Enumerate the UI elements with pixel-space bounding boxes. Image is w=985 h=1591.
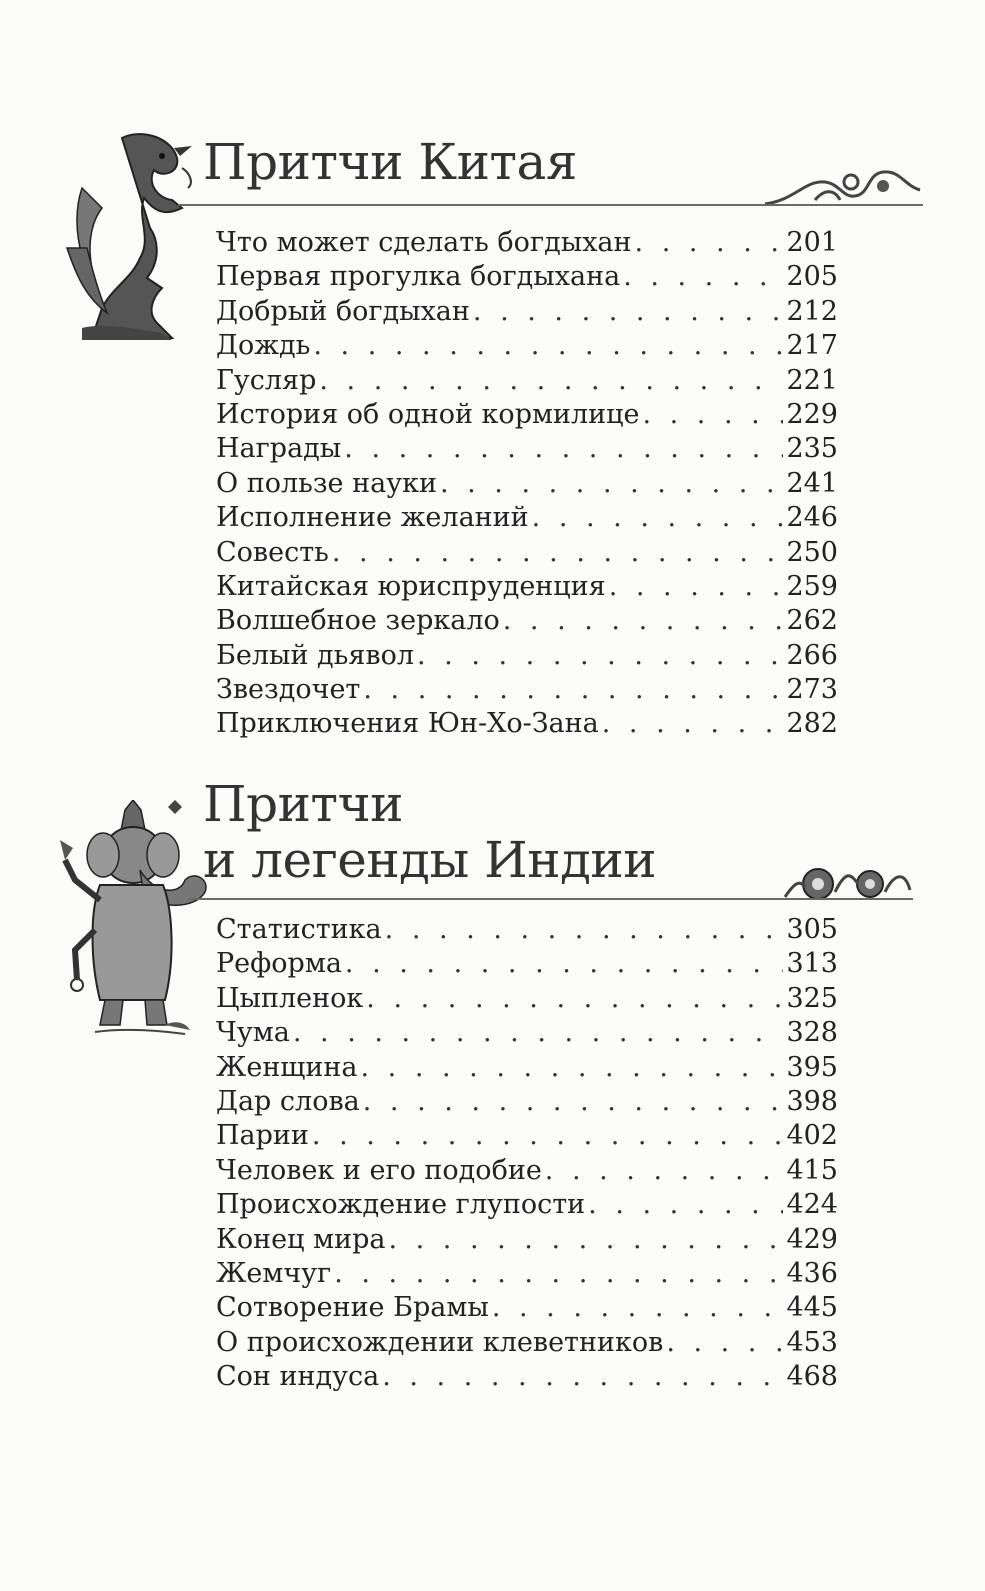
toc-entry[interactable] <box>216 982 838 1016</box>
dot-leader <box>312 1119 784 1153</box>
toc-entry-title: Белый дьявол <box>216 639 415 671</box>
dot-leader <box>334 1257 783 1291</box>
dot-leader <box>532 501 784 535</box>
toc-entry[interactable] <box>216 467 838 501</box>
toc-entry-title: Первая прогулка богдыхана <box>216 261 621 293</box>
toc-entry-page: 266 <box>786 639 838 671</box>
dot-leader <box>385 913 784 947</box>
toc-entry-title: Конец мира <box>216 1223 386 1255</box>
toc-entry-page: 453 <box>786 1326 838 1358</box>
toc-entry-page: 436 <box>786 1257 838 1289</box>
toc-entry-title: Цыпленок <box>216 982 364 1014</box>
dot-leader <box>388 1223 783 1257</box>
diamond-bullet-icon <box>168 800 182 814</box>
toc-entry-title: Реформа <box>216 948 342 980</box>
toc-entry-page: 250 <box>786 536 838 568</box>
dot-leader <box>503 604 784 638</box>
toc-entry-page: 398 <box>786 1085 838 1117</box>
toc-entry-page: 415 <box>786 1154 838 1186</box>
section-rule-china <box>178 204 923 206</box>
toc-entry[interactable] <box>216 536 838 570</box>
toc-entry-title: Добрый богдыхан <box>216 295 470 327</box>
toc-entry-title: Парии <box>216 1120 309 1152</box>
dot-leader <box>492 1291 784 1325</box>
toc-list-china <box>216 226 838 742</box>
toc-entry-title: О происхождении клеветников <box>216 1326 664 1358</box>
toc-entry-title: Сотворение Брамы <box>216 1292 489 1324</box>
toc-entry[interactable] <box>216 501 838 535</box>
toc-entry-title: Гусляр <box>216 364 317 396</box>
toc-entry-page: 259 <box>786 570 838 602</box>
toc-entry[interactable] <box>216 1085 838 1119</box>
toc-entry-page: 305 <box>786 914 838 945</box>
dot-leader <box>602 707 784 741</box>
toc-entry-title: Что может сделать богдыхан <box>216 227 632 258</box>
toc-entry-page: 205 <box>786 261 838 293</box>
toc-entry-title: Исполнение желаний <box>216 502 529 534</box>
dot-leader <box>623 260 783 294</box>
toc-entry-title: Дождь <box>216 330 311 362</box>
dot-leader <box>666 1326 783 1360</box>
toc-entry[interactable] <box>216 639 838 673</box>
toc-entry[interactable] <box>216 570 838 604</box>
toc-entry-title: Происхождение глупости <box>216 1189 586 1221</box>
dot-leader <box>345 947 784 981</box>
toc-entry-page: 229 <box>786 398 838 430</box>
ganesha-illustration <box>55 800 215 1040</box>
toc-entry-page: 217 <box>786 330 838 362</box>
dot-leader <box>588 1188 783 1222</box>
phoenix-illustration <box>62 128 197 343</box>
section-title-india <box>203 776 656 888</box>
toc-entry-title: Чума <box>216 1017 290 1049</box>
toc-entry-page: 212 <box>786 295 838 327</box>
toc-entry-title: Статистика <box>216 914 382 945</box>
toc-entry-page: 402 <box>786 1120 838 1152</box>
toc-entry[interactable] <box>216 1326 838 1360</box>
dot-leader <box>332 536 784 570</box>
toc-entry-page: 445 <box>786 1292 838 1324</box>
toc-entry-title: Жемчуг <box>216 1257 332 1289</box>
section-rule-india <box>188 898 913 900</box>
toc-entry-title: Дар слова <box>216 1085 360 1117</box>
toc-entry-page: 246 <box>786 502 838 534</box>
dot-leader <box>293 1016 784 1050</box>
toc-entry[interactable] <box>216 947 838 981</box>
dot-leader <box>635 226 784 260</box>
toc-entry[interactable] <box>216 1360 838 1394</box>
toc-list-india <box>216 913 838 1394</box>
toc-entry[interactable] <box>216 707 838 741</box>
dot-leader <box>545 1154 784 1188</box>
toc-entry-page: 273 <box>786 674 838 706</box>
dot-leader <box>417 639 783 673</box>
dot-leader <box>313 329 783 363</box>
toc-entry-page: 282 <box>786 708 838 740</box>
toc-entry[interactable] <box>216 398 838 432</box>
dot-leader <box>440 467 783 501</box>
dot-leader <box>609 570 784 604</box>
toc-entry-title: Волшебное зеркало <box>216 605 500 637</box>
toc-entry[interactable] <box>216 673 838 707</box>
toc-entry[interactable] <box>216 604 838 638</box>
toc-entry-title: Женщина <box>216 1051 358 1083</box>
toc-entry-page: 313 <box>786 948 838 980</box>
toc-entry-title: Сон индуса <box>216 1361 380 1393</box>
toc-entry[interactable] <box>216 364 838 398</box>
dot-leader <box>642 398 783 432</box>
toc-entry-page: 262 <box>786 605 838 637</box>
toc-entry-title: Человек и его подобие <box>216 1154 542 1186</box>
toc-entry[interactable] <box>216 913 838 947</box>
toc-entry[interactable] <box>216 226 838 260</box>
toc-entry-page: 395 <box>786 1051 838 1083</box>
section-title-china: Притчи Китая <box>203 133 577 191</box>
toc-entry-page: 429 <box>786 1223 838 1255</box>
dot-leader <box>473 295 784 329</box>
toc-entry-title: Приключения Юн-Хо-Зана <box>216 708 599 740</box>
dot-leader <box>319 364 783 398</box>
toc-entry-page: 328 <box>786 1017 838 1049</box>
toc-entry-title: Китайская юриспруденция <box>216 570 606 602</box>
toc-entry-title: Звездочет <box>216 674 361 706</box>
toc-entry[interactable] <box>216 1188 838 1222</box>
floral-ornament-icon <box>780 862 915 907</box>
toc-entry-page: 221 <box>786 364 838 396</box>
toc-entry-title: История об одной кормилице <box>216 398 640 430</box>
toc-entry-page: 424 <box>786 1189 838 1221</box>
toc-entry[interactable] <box>216 1119 838 1153</box>
toc-entry-title: Совесть <box>216 536 329 568</box>
dot-leader <box>363 673 783 707</box>
toc-entry-page: 325 <box>786 982 838 1014</box>
toc-entry-page: 241 <box>786 467 838 499</box>
dot-leader <box>344 432 783 466</box>
toc-entry[interactable] <box>216 1257 838 1291</box>
toc-entry-page: 468 <box>786 1361 838 1393</box>
toc-entry[interactable] <box>216 1016 838 1050</box>
toc-entry-page: 201 <box>786 227 838 258</box>
scroll-ornament-icon <box>755 160 925 210</box>
dot-leader <box>363 1085 784 1119</box>
dot-leader <box>366 982 783 1016</box>
section-title-line: Притчи <box>203 775 403 833</box>
dot-leader <box>382 1360 783 1394</box>
toc-entry-title: О пользе науки <box>216 467 437 499</box>
toc-entry[interactable] <box>216 295 838 329</box>
toc-entry[interactable] <box>216 260 838 294</box>
toc-entry[interactable] <box>216 1154 838 1188</box>
toc-entry[interactable] <box>216 1223 838 1257</box>
toc-entry[interactable] <box>216 432 838 466</box>
section-title-line: и легенды Индии <box>203 831 657 889</box>
toc-entry[interactable] <box>216 1291 838 1325</box>
dot-leader <box>361 1051 784 1085</box>
toc-entry-title: Награды <box>216 433 342 465</box>
toc-entry-page: 235 <box>786 433 838 465</box>
toc-entry[interactable] <box>216 1051 838 1085</box>
toc-entry[interactable] <box>216 329 838 363</box>
